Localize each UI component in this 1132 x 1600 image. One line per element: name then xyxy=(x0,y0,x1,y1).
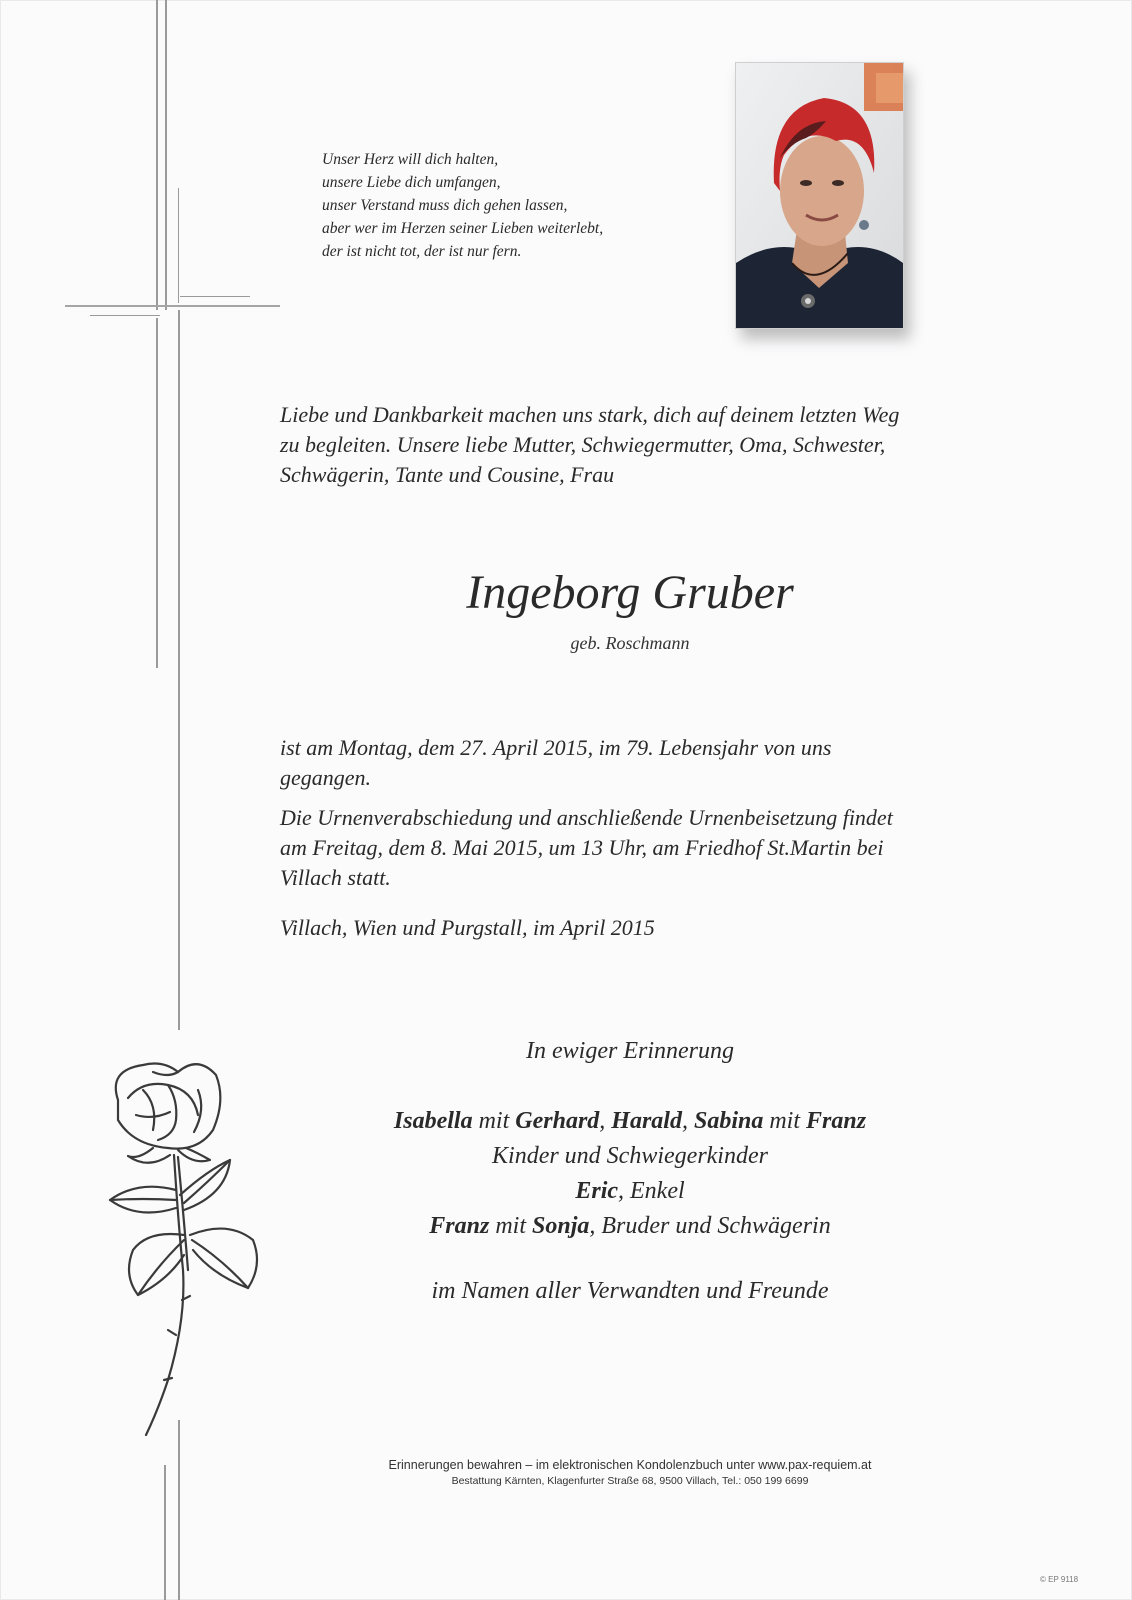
portrait-photo xyxy=(735,62,904,329)
family-line-relation: Kinder und Schwiegerkinder xyxy=(492,1143,768,1169)
ceremony-line: Villach statt. xyxy=(280,865,391,890)
portrait-illustration xyxy=(736,63,903,328)
intro-line: zu begleiten. Unsere liebe Mutter, Schwiegermutter, Oma, Schwester, xyxy=(280,432,886,457)
intro-line: Liebe und Dankbarkeit machen uns stark, dich auf deinem letzten Weg xyxy=(280,402,900,427)
footer-condolence-link[interactable]: Erinnerungen bewahren – im elektronischen Kondolenzbuch unter www.pax-requiem.at xyxy=(388,1458,872,1472)
poem-line: unsere Liebe dich umfangen, xyxy=(322,174,501,191)
family-connector: , xyxy=(599,1108,612,1134)
death-notice-line: gegangen. xyxy=(280,765,372,790)
poem-line: Unser Herz will dich halten, xyxy=(322,151,499,168)
family-name: Isabella xyxy=(393,1108,473,1134)
poem-line: der ist nicht tot, der ist nur fern. xyxy=(322,243,522,260)
closing-line: im Namen aller Verwandten und Freunde xyxy=(431,1278,829,1304)
family-name: Gerhard xyxy=(515,1108,600,1134)
cross-vertical-long xyxy=(178,310,180,1030)
rose-icon xyxy=(98,1060,278,1440)
cross-vertical-bottom-b xyxy=(178,1420,180,1600)
cross-vertical-right-lower xyxy=(178,188,179,303)
ceremony-line: am Freitag, dem 8. Mai 2015, um 13 Uhr, am Friedhof St.Martin bei xyxy=(280,835,884,860)
poem-line: aber wer im Herzen seiner Lieben weiterlebt, xyxy=(322,220,604,237)
cross-horizontal-lower xyxy=(90,315,160,316)
family-connector: , Bruder und Schwägerin xyxy=(589,1213,831,1239)
cross-vertical-bottom-a xyxy=(164,1465,166,1600)
cross-vertical-right xyxy=(165,0,167,310)
family-name: Sonja xyxy=(532,1213,590,1239)
ceremony-line: Die Urnenverabschiedung und anschließende Urnenbeisetzung findet xyxy=(280,805,893,830)
death-notice-line: ist am Montag, dem 27. April 2015, im 79. Lebensjahr von uns xyxy=(280,735,832,760)
print-code: © EP 9118 xyxy=(1040,1575,1079,1584)
family-name: Sabina xyxy=(693,1108,764,1134)
place-date xyxy=(280,913,1000,943)
family-connector: mit xyxy=(489,1213,533,1239)
family-name: Eric xyxy=(575,1178,619,1204)
family-list xyxy=(280,1104,980,1244)
place-date-line: Villach, Wien und Purgstall, im April 2015 xyxy=(280,915,655,940)
cross-vertical-left-bottom xyxy=(156,318,158,668)
cross-horizontal-top xyxy=(180,296,250,297)
family-connector: mit xyxy=(472,1108,516,1134)
family-connector: , Enkel xyxy=(618,1178,685,1204)
family-name: Franz xyxy=(806,1108,867,1134)
poem xyxy=(322,148,682,263)
family-connector: , xyxy=(681,1108,694,1134)
maiden-name: geb. Roschmann xyxy=(570,633,690,653)
cross-vertical-left-top xyxy=(156,0,158,310)
footer xyxy=(320,1457,940,1489)
family-line-grandchild xyxy=(280,1174,980,1209)
death-notice xyxy=(280,733,1000,793)
family-line-children xyxy=(280,1104,980,1139)
intro-text xyxy=(280,400,1000,490)
family-line-siblings xyxy=(280,1209,980,1244)
family-name: Franz xyxy=(429,1213,490,1239)
footer-address: Bestattung Kärnten, Klagenfurter Straße 68, 9500 Villach, Tel.: 050 199 6699 xyxy=(451,1475,809,1487)
intro-line: Schwägerin, Tante und Cousine, Frau xyxy=(280,462,615,487)
ceremony-text xyxy=(280,803,1000,893)
family-name: Harald xyxy=(611,1108,682,1134)
poem-line: unser Verstand muss dich gehen lassen, xyxy=(322,197,568,214)
deceased-name: Ingeborg Gruber xyxy=(466,566,794,619)
memory-heading: In ewiger Erinnerung xyxy=(526,1038,734,1064)
cross-horizontal-main xyxy=(65,305,280,307)
family-connector: mit xyxy=(763,1108,807,1134)
